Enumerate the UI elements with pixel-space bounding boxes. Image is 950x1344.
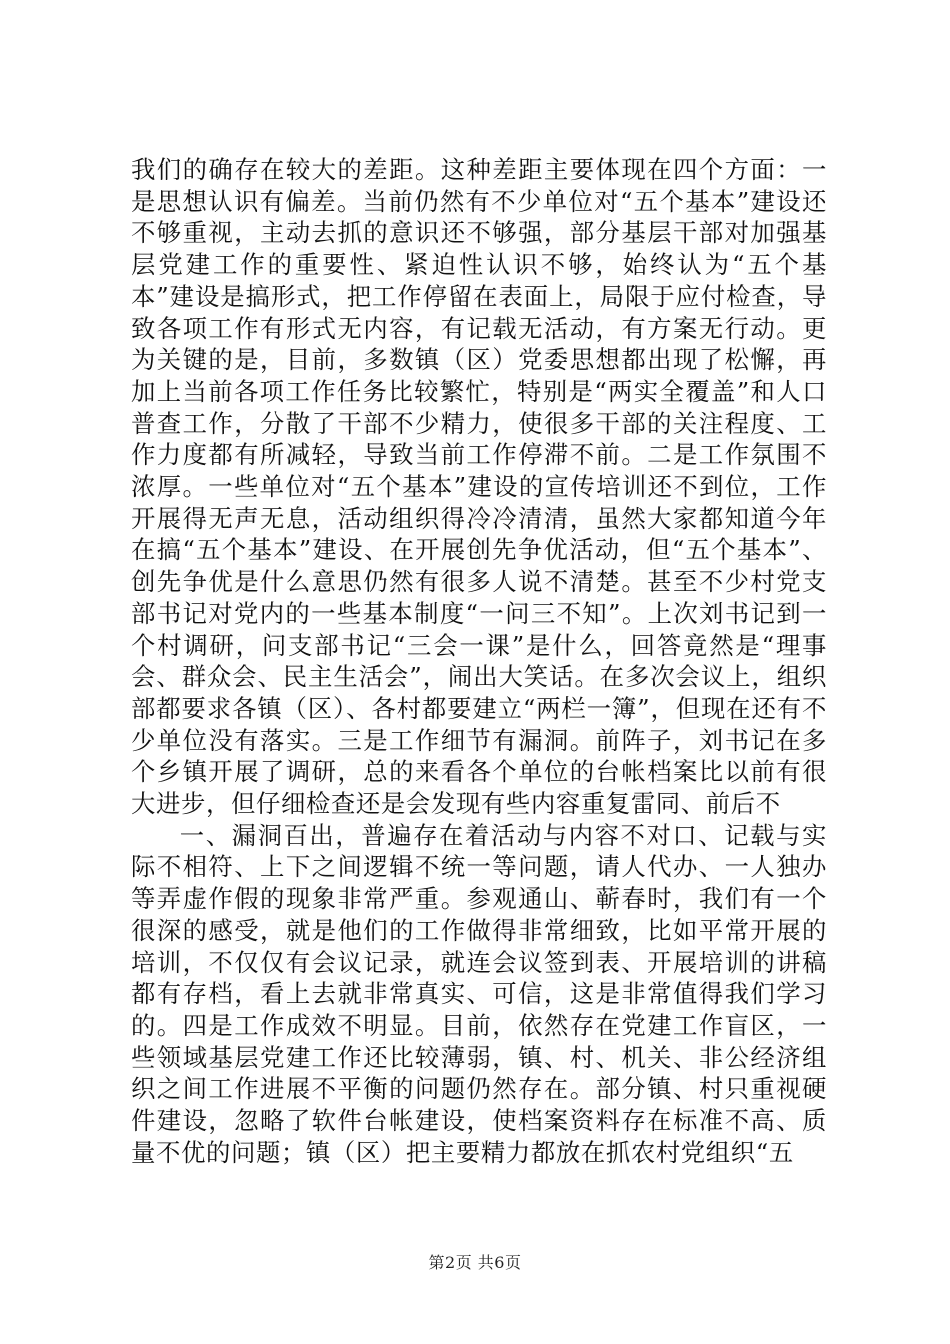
page-number-label: 第2页 共6页 xyxy=(428,1253,522,1272)
paragraph-1: 我们的确存在较大的差距。这种差距主要体现在四个方面：一是思想认识有偏差。当前仍然有不少单位对“五个基本”建设还不够重视，主动去抓的意识还不够强，部分基层干部对加强基层党建工作的重要性、紧迫性认识不够，始终认为“五个基本”建设是搞形式，把工作停留在表面上，局限于应付检查，导致各项工作有形式无内容，有记载无活动，有方案无行动。更为关键的是，目前，多数镇（区）党委思想都出现了松懈，再加上当前各项工作任务比较繁忙，特别是“两实全覆盖”和人口普查工作，分散了干部不少精力，使很多干部的关注程度、工作力度都有所减轻，导致当前工作停滞不前。二是工作氛围不浓厚。一些单位对“五个基本”建设的宣传培训还不到位，工作开展得无声无息，活动组织得冷冷清清，虽然大家都知道今年在搞“五个基本”建设、在开展创先争优活动，但“五个基本”、创先争优是什么意思仍然有很多人说不清楚。甚至不少村党支部书记对党内的一些基本制度“一问三不知”。上次刘书记到一个村调研，问支部书记“三会一课”是什么，回答竟然是“理事会、群众会、民主生活会”，闹出大笑话。在多次会议上，组织部都要求各镇（区）、各村都要建立“两栏一簿”，但现在还有不少单位没有落实。三是工作细节有漏洞。前阵子，刘书记在多个乡镇开展了调研，总的来看各个单位的台帐档案比以前有很大进步，但仔细检查还是会发现有些内容重复雷同、前后不 xyxy=(131,155,827,819)
paragraph-2: 一、漏洞百出，普遍存在着活动与内容不对口、记载与实际不相符、上下之间逻辑不统一等问题，请人代办、一人独办等弄虚作假的现象非常严重。参观通山、蕲春时，我们有一个很深的感受，就是他们的工作做得非常细致，比如平常开展的培训，不仅仅有会议记录，就连会议签到表、开展培训的讲稿都有存档，看上去就非常真实、可信，这是非常值得我们学习的。四是工作成效不明显。目前，依然存在党建工作盲区，一些领域基层党建工作还比较薄弱，镇、村、机关、非公经济组织之间工作进展不平衡的问题仍然存在。部分镇、村只重视硬件建设，忽略了软件台帐建设，使档案资料存在标准不高、质量不优的问题；镇（区）把主要精力都放在抓农村党组织“五 xyxy=(131,820,827,1167)
page-footer xyxy=(0,1250,950,1273)
document-body xyxy=(131,154,827,1169)
